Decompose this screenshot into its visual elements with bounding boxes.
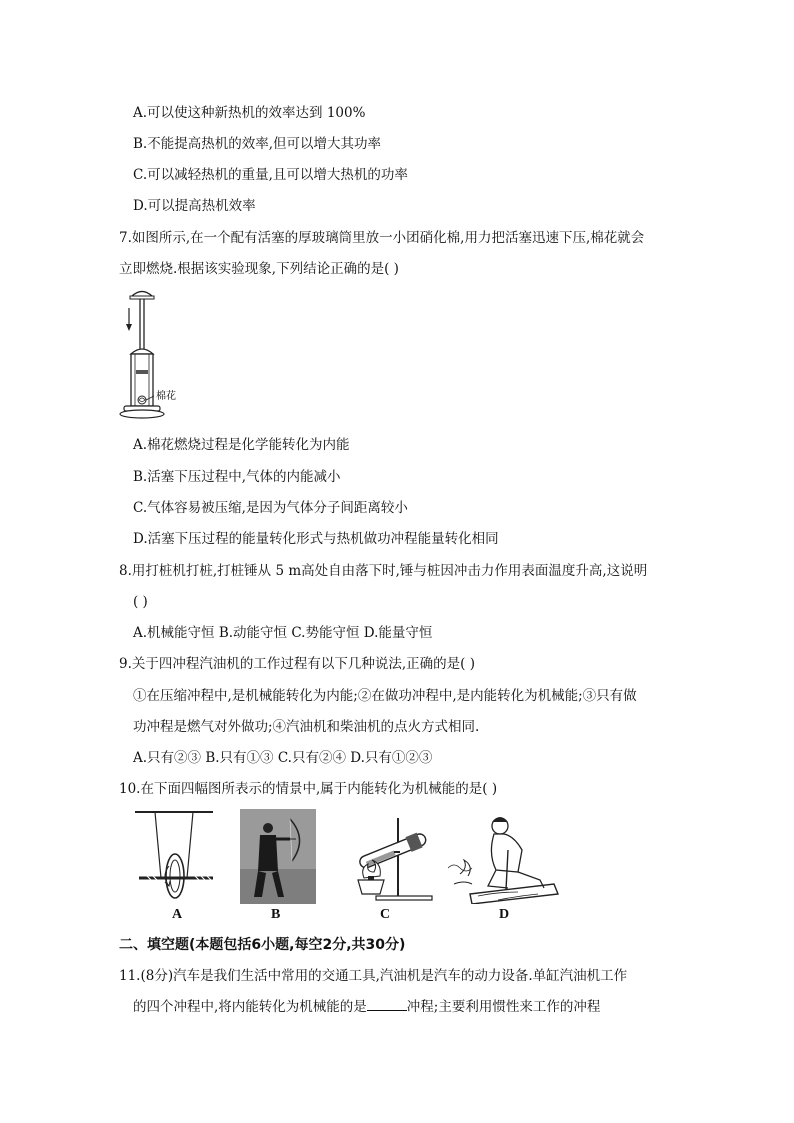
- figure-b-caption: B: [271, 907, 281, 922]
- q7-option-d: D.活塞下压过程的能量转化形式与热机做功冲程能量转化相同: [133, 531, 499, 547]
- q7-option-a: A.棉花燃烧过程是化学能转化为内能: [133, 437, 350, 453]
- q11-answer-blank[interactable]: [367, 998, 407, 1011]
- q8-options: A.机械能守恒 B.动能守恒 C.势能守恒 D.能量守恒: [133, 625, 433, 641]
- q8-stem-line2: ( ): [133, 594, 148, 610]
- section-title-fill-in: 二、填空题(本题包括6小题,每空2分,共30分): [119, 937, 406, 953]
- q6-option-d: D.可以提高热机效率: [133, 198, 256, 214]
- q7-option-b: B.活塞下压过程中,气体的内能减小: [133, 469, 341, 485]
- q6-option-c: C.可以减轻热机的重量,且可以增大热机的功率: [133, 167, 408, 183]
- q6-option-b: B.不能提高热机的效率,但可以增大其功率: [133, 136, 382, 152]
- q9-stem-line3: 功冲程是燃气对外做功;④汽油机和柴油机的点火方式相同.: [133, 719, 480, 735]
- q7-stem-line2: 立即燃烧.根据该实验现象,下列结论正确的是( ): [119, 261, 399, 277]
- figure-c-steam-tube: [340, 812, 440, 904]
- q9-options: A.只有②③ B.只有①③ C.只有②④ D.只有①②③: [133, 750, 433, 766]
- figure-a-wheel: [133, 808, 221, 904]
- q10-stem: 10.在下面四幅图所表示的情景中,属于内能转化为机械能的是( ): [119, 781, 498, 797]
- q7-stem-line1: 7.如图所示,在一个配有活塞的厚玻璃筒里放一小团硝化棉,用力把活塞迅速下压,棉花就会: [119, 230, 645, 246]
- figure-b-archer: [240, 809, 316, 904]
- q11-stem-line2: [133, 998, 600, 1016]
- q11-line2-pre: 的四个冲程中,将内能转化为机械能的是: [133, 999, 367, 1015]
- cotton-label: 棉花: [156, 391, 176, 402]
- figure-a-caption: A: [172, 907, 183, 922]
- figure-d-caption: D: [499, 907, 510, 922]
- q9-stem-line1: 9.关于四冲程汽油机的工作过程有以下几种说法,正确的是( ): [119, 656, 475, 672]
- q9-stem-line2: ①在压缩冲程中,是机械能转化为内能;②在做功冲程中,是内能转化为机械能;③只有做: [133, 688, 637, 704]
- q11-stem-line1: 11.(8分)汽车是我们生活中常用的交通工具,汽油机是汽车的动力设备.单缸汽油机工作: [119, 968, 628, 984]
- figure-c-caption: C: [380, 907, 391, 922]
- q11-line2-post: 冲程;主要利用惯性来工作的冲程: [406, 999, 601, 1015]
- figure-d-drilling-fire: [448, 810, 566, 904]
- q6-option-a: A.可以使这种新热机的效率达到 100%: [133, 105, 366, 121]
- q7-option-c: C.气体容易被压缩,是因为气体分子间距离较小: [133, 500, 408, 516]
- q8-stem-line1: 8.用打桩机打桩,打桩锤从 5 m高处自由落下时,锤与桩因冲击力作用表面温度升高,这说明: [119, 563, 648, 579]
